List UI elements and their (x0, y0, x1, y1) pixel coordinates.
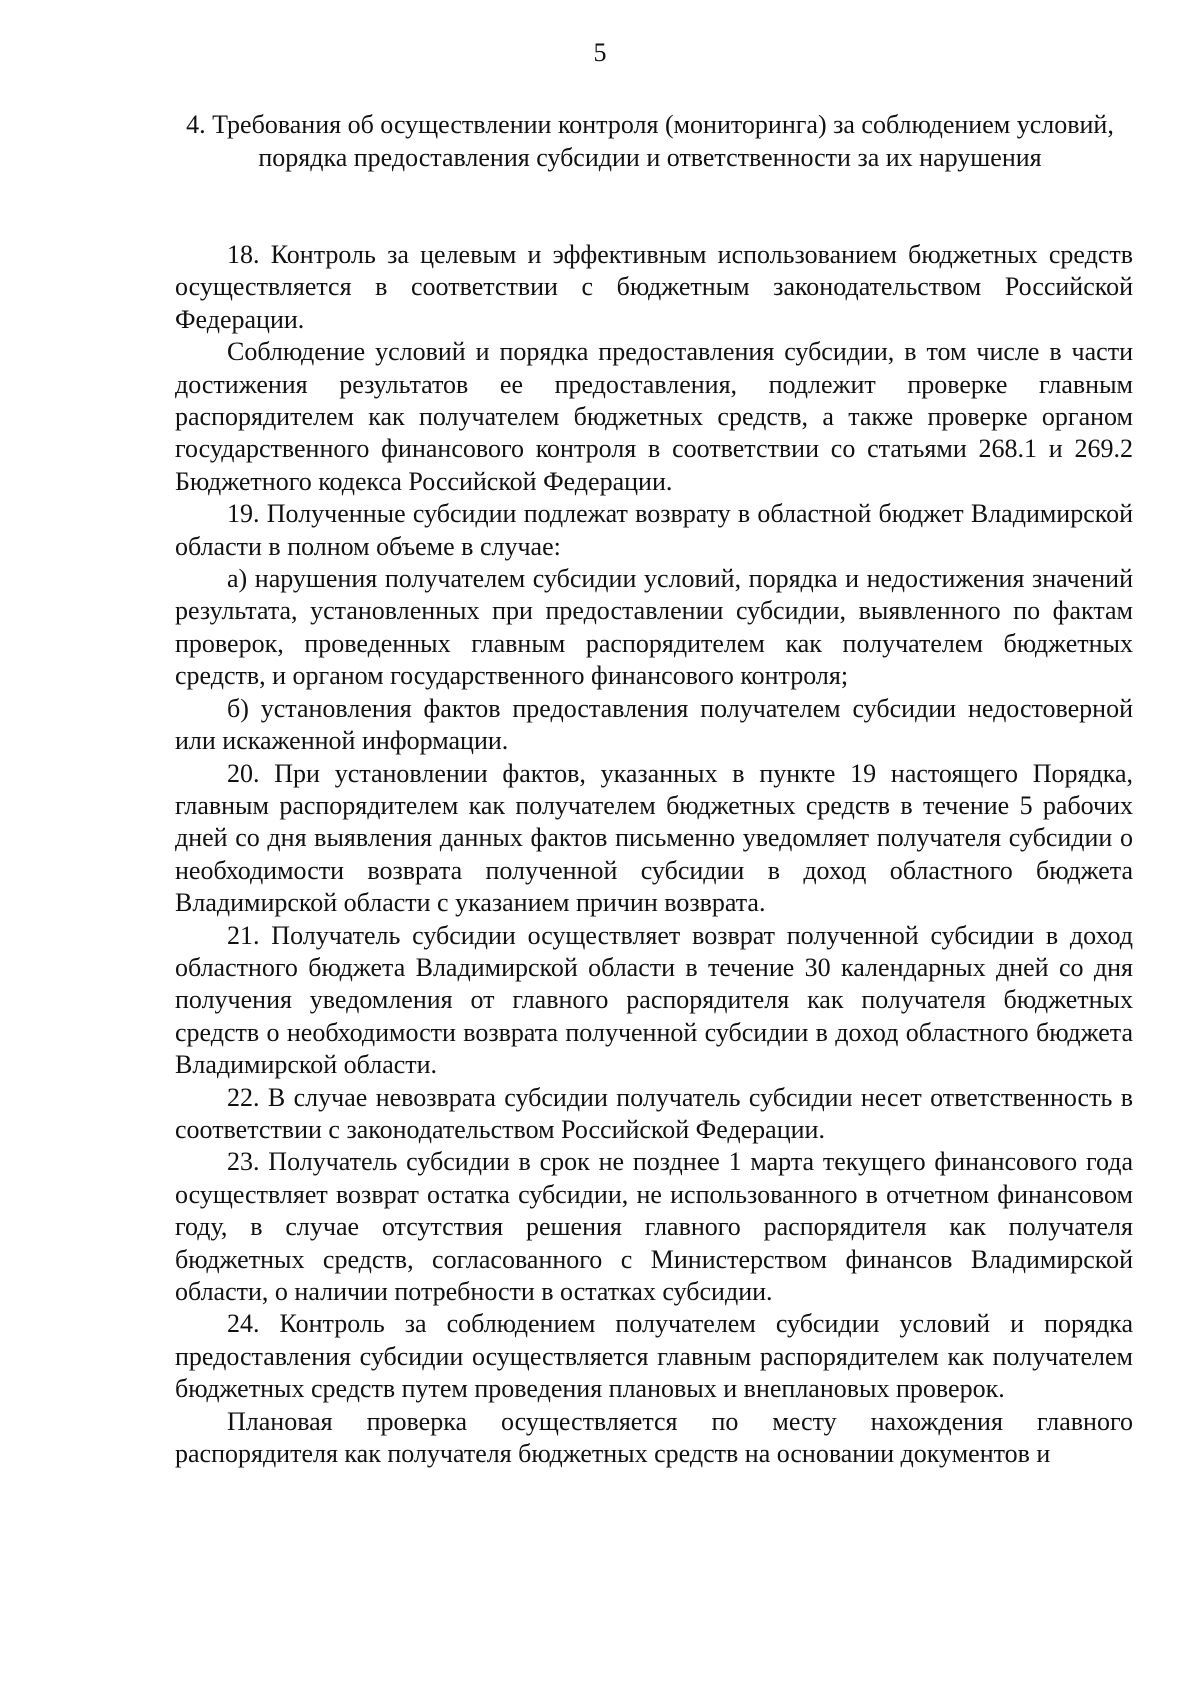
page-number: 5 (593, 38, 607, 67)
paragraph-18: 18. Контроль за целевым и эффективным использованием бюджетных средств осуществляется в соответствии с бюджетным законодательством Российской Федерации. (175, 240, 1133, 334)
paragraph-22: 22. В случае невозврата субсидии получатель субсидии несет ответственность в соответствии с законодательством Российской Федерации. (175, 1082, 1133, 1144)
section-heading: 4. Требования об осуществлении контроля (мониторинга) за соблюдением условий, порядка предоставления субсидии и ответственности за их нарушения (186, 110, 1114, 172)
document-body (175, 239, 1133, 1470)
paragraph-21: 21. Получатель субсидии осуществляет возврат полученной субсидии в доход областного бюджета Владимирской области в течение 30 календарных дней со дня получения уведомления от главного распорядителя как получателя бюджетных средств о необходимости возврата полученной субсидии в доход областного бюджета Владимирской области. (175, 920, 1133, 1080)
paragraph-19b: б) установления фактов предоставления получателем субсидии недостоверной или искаженной информации. (175, 693, 1133, 756)
paragraph-19: 19. Полученные субсидии подлежат возврату в областной бюджет Владимирской области в полном объеме в случае: (175, 499, 1133, 561)
paragraph-20: 20. При установлении фактов, указанных в пункте 19 настоящего Порядка, главным распорядителем как получателем бюджетных средств в течение 5 рабочих дней со дня выявления данных фактов письменно уведомляет получателя субсидии о необходимости возврата полученной субсидии в доход областного бюджета Владимирской области с указанием причин возврата. (175, 758, 1133, 918)
paragraph-19a: а) нарушения получателем субсидии условий, порядка и недостижения значений результата, установленных при предоставлении субсидии, выявленного по фактам проверок, проведенных главным распорядителем как получателем бюджетных средств, и органом государственного финансового контроля; (175, 564, 1133, 691)
paragraph-24: 24. Контроль за соблюдением получателем субсидии условий и порядка предоставления субсидии осуществляется главным распорядителем как получателем бюджетных средств путем проведения плановых и внеплановых проверок. (175, 1309, 1133, 1404)
paragraph-23: 23. Получатель субсидии в срок не позднее 1 марта текущего финансового года осуществляет возврат остатка субсидии, не использованного в отчетном финансовом году, в случае отсутствия решения главного распорядителя как получателя бюджетных средств, согласованного с Министерством финансов Владимирской области, о наличии потребности в остатках субсидии. (175, 1147, 1133, 1306)
paragraph-compliance: Соблюдение условий и порядка предоставления субсидии, в том числе в части достижения результатов ее предоставления, подлежит проверке главным распорядителем как получателем бюджетных средств, а также проверке органом государственного финансового контроля в соответствии со статьями 268.1 и 269.2 Бюджетного кодекса Российской Федерации. (175, 337, 1133, 496)
paragraph-planned-inspection: Плановая проверка осуществляется по месту нахождения главного распорядителя как получателя бюджетных средств на основании документов и (175, 1406, 1133, 1469)
